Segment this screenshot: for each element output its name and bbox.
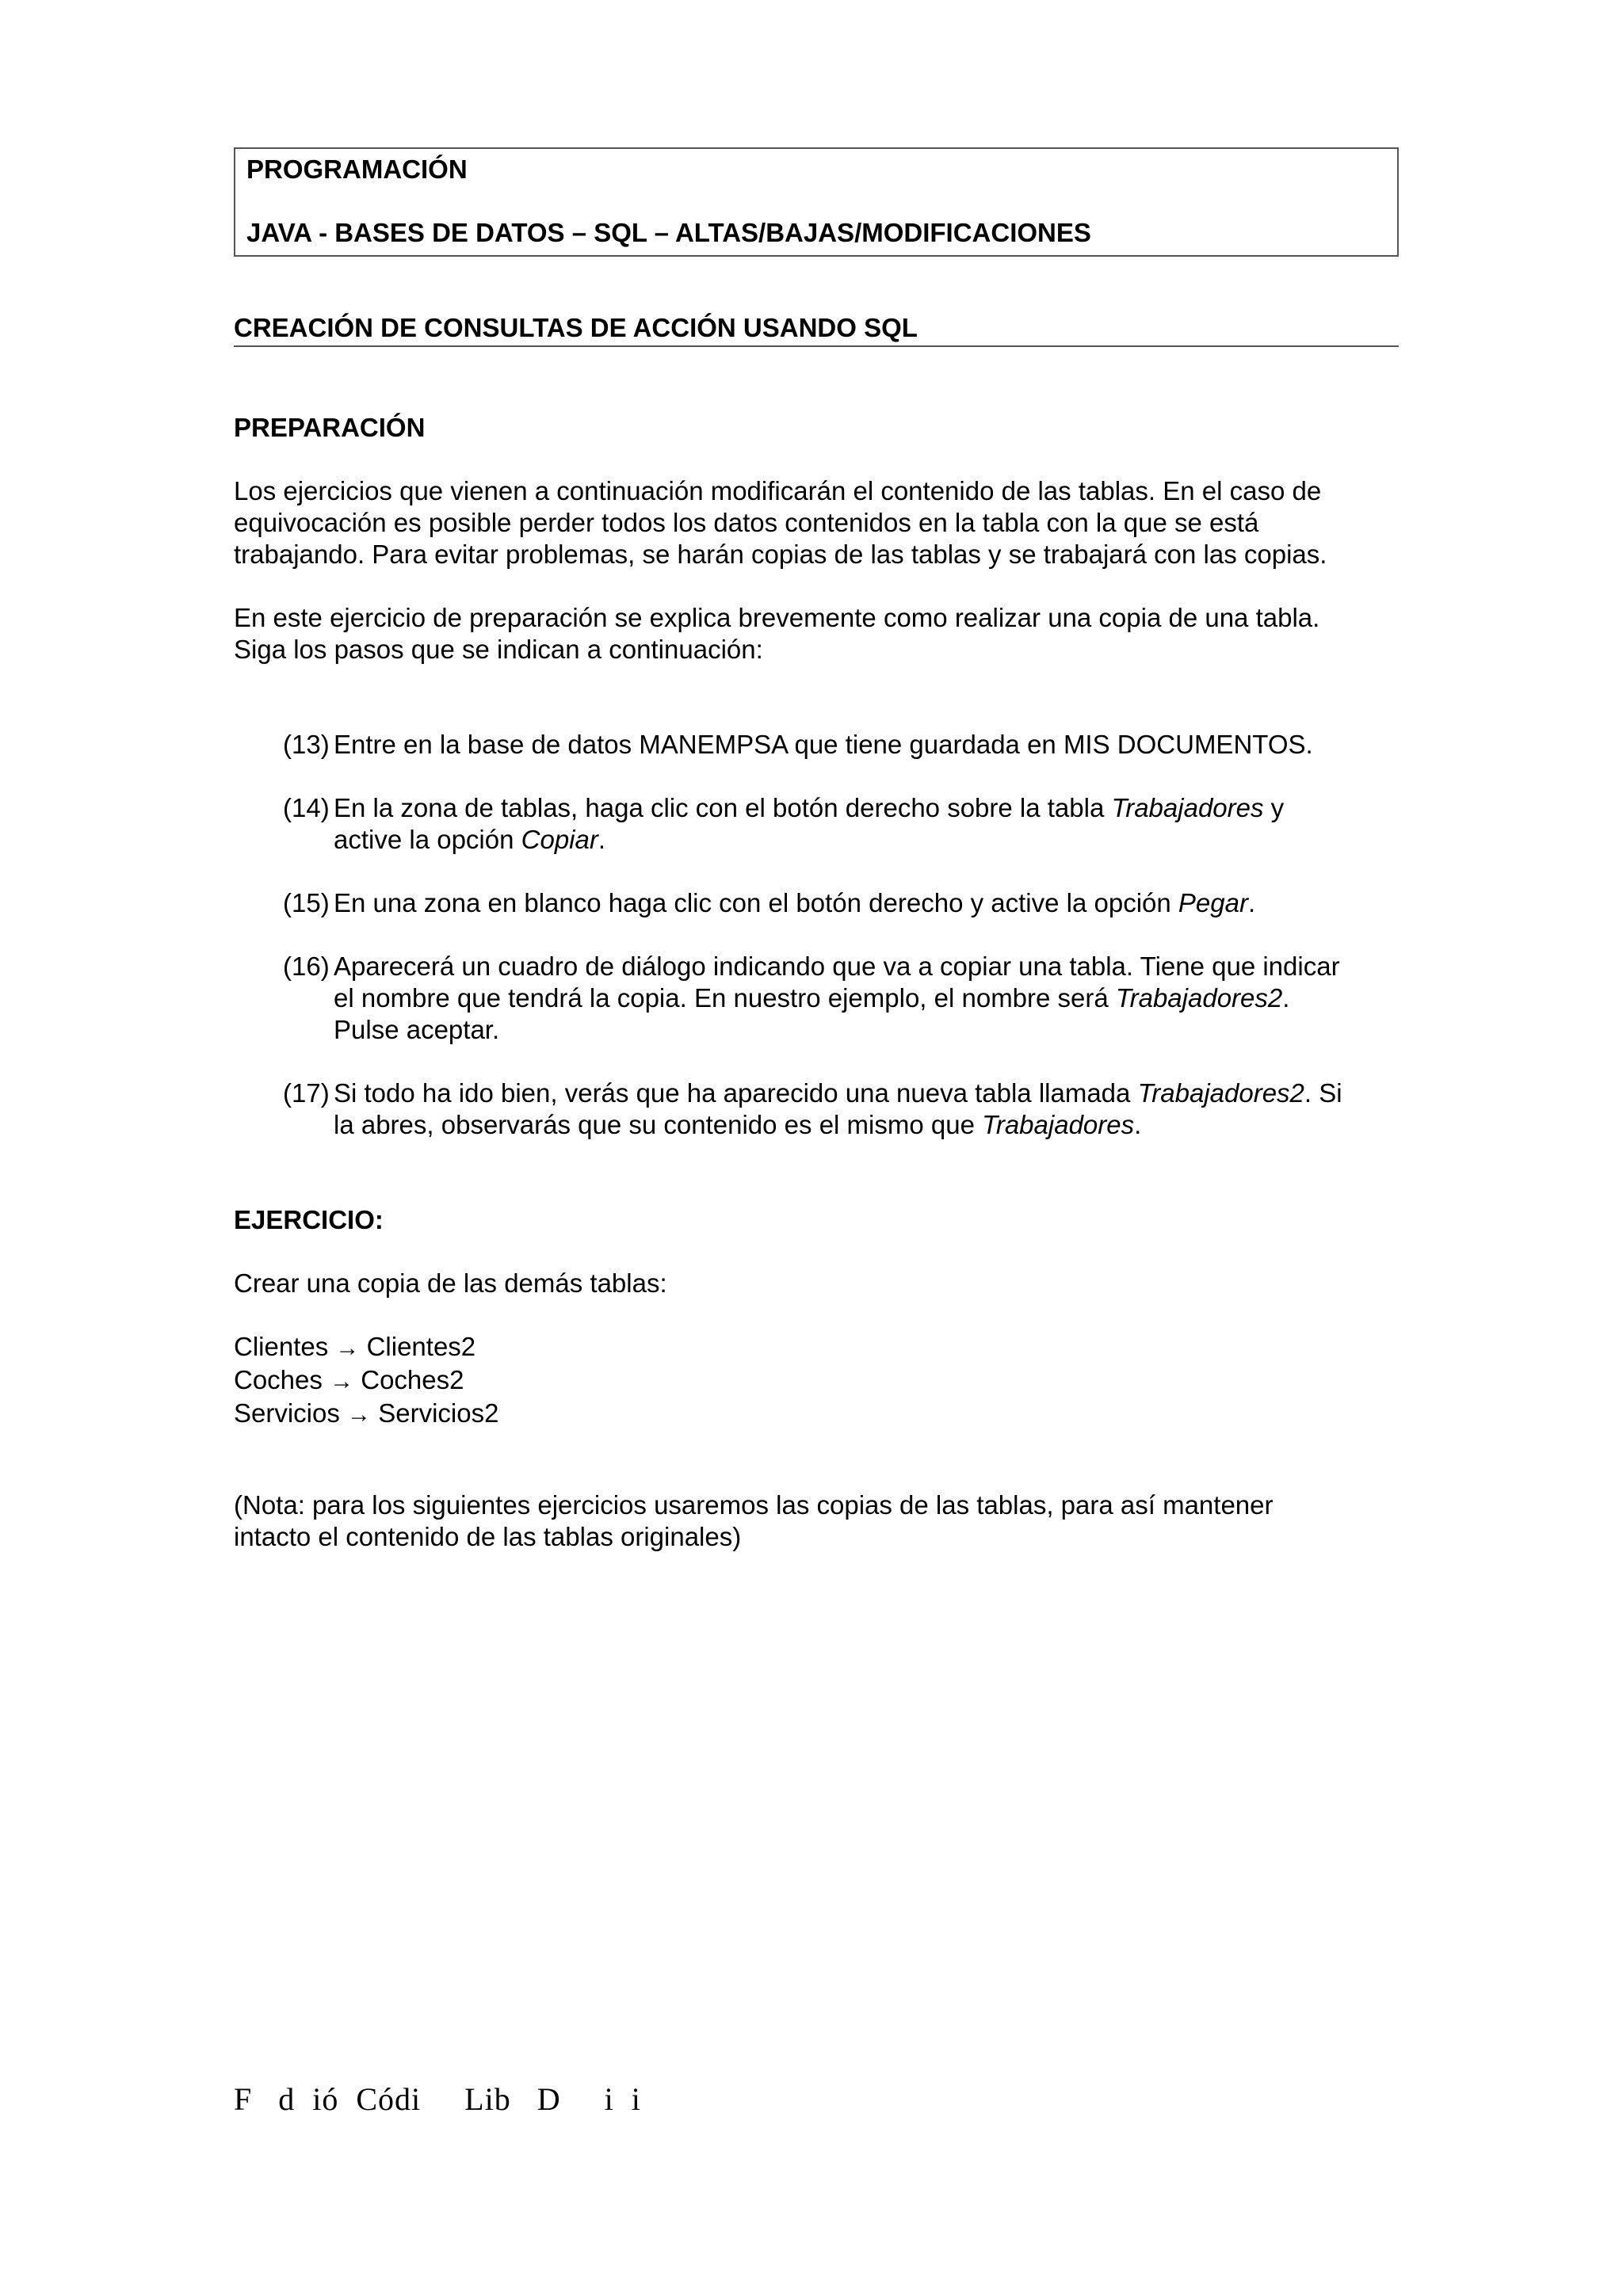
step-text: . <box>1247 888 1256 917</box>
copy-item <box>234 1364 498 1398</box>
step-16 <box>283 951 1399 1046</box>
step-italic-text: Trabajadores2 <box>1137 1078 1304 1108</box>
header-box <box>234 147 1399 257</box>
text-line: Los ejercicios que vienen a continuación modificarán el contenido de las tablas. En el caso de <box>234 476 1322 505</box>
ejercicio-heading: EJERCICIO: <box>234 1205 384 1234</box>
step-italic-text: Pegar <box>1178 888 1248 917</box>
text-line: (Nota: para los siguientes ejercicios usaremos las copias de las tablas, para así mantener <box>234 1490 1274 1520</box>
step-number: (16) <box>283 952 330 981</box>
copy-from: Coches <box>234 1365 323 1394</box>
arrow-right-icon: → <box>347 1402 372 1428</box>
text-line: Siga los pasos que se indican a continuación: <box>234 635 763 664</box>
copy-from: Clientes <box>234 1332 329 1361</box>
text-line: En este ejercicio de preparación se explica brevemente como realizar una copia de una tabla. <box>234 603 1320 632</box>
step-number: (13) <box>283 730 330 759</box>
ejercicio-intro: Crear una copia de las demás tablas: <box>234 1268 667 1298</box>
step-number: (17) <box>283 1078 330 1108</box>
step-text: . <box>1282 983 1290 1013</box>
copy-list <box>234 1331 498 1431</box>
step-text: el nombre que tendrá la copia. En nuestro ejemplo, el nombre será <box>334 983 1116 1013</box>
copy-to: Coches2 <box>361 1365 464 1394</box>
copy-item <box>234 1398 498 1431</box>
header-line-1: PROGRAMACIÓN <box>246 154 468 184</box>
document-page <box>234 147 1399 1551</box>
step-italic-text: Trabajadores2 <box>1115 983 1283 1013</box>
copy-to: Servicios2 <box>378 1398 499 1428</box>
step-text: En la zona de tablas, haga clic con el botón derecho sobre la tabla <box>334 793 1112 822</box>
preparacion-heading: PREPARACIÓN <box>234 413 426 442</box>
step-text: En una zona en blanco haga clic con el botón derecho y active la opción <box>334 888 1178 917</box>
step-text: la abres, observarás que su contenido es el mismo que <box>334 1110 983 1139</box>
text-line: equivocación es posible perder todos los datos contenidos en la tabla con la que se está <box>234 508 1259 537</box>
text-line: trabajando. Para evitar problemas, se harán copias de las tablas y se trabajará con las copias. <box>234 540 1327 569</box>
step-text: . Si <box>1304 1078 1342 1108</box>
step-text: Aparecerá un cuadro de diálogo indicando que va a copiar una tabla. Tiene que indicar <box>334 952 1340 981</box>
page-footer: F d ió Códi Lib D i i <box>234 2081 641 2117</box>
step-number: (15) <box>283 888 330 917</box>
preparacion-paragraph-2 <box>234 602 1399 666</box>
preparacion-paragraph-1 <box>234 475 1399 570</box>
arrow-right-icon: → <box>335 1335 360 1361</box>
step-italic-text: Trabajadores <box>1111 793 1264 822</box>
copy-item <box>234 1331 498 1364</box>
section-title: CREACIÓN DE CONSULTAS DE ACCIÓN USANDO SQL <box>234 312 1399 347</box>
step-15 <box>283 887 1399 919</box>
step-number: (14) <box>283 793 330 822</box>
step-text: y <box>1263 793 1285 822</box>
text-line: intacto el contenido de las tablas originales) <box>234 1522 742 1551</box>
step-text: Si todo ha ido bien, verás que ha aparecido una nueva tabla llamada <box>334 1078 1138 1108</box>
step-italic-text: Copiar <box>521 825 598 854</box>
step-text: Pulse aceptar. <box>334 1015 500 1044</box>
step-text: Entre en la base de datos MANEMPSA que tiene guardada en MIS DOCUMENTOS. <box>334 730 1313 759</box>
step-17 <box>283 1077 1399 1141</box>
ejercicio-note <box>234 1489 1399 1553</box>
step-text: . <box>1134 1110 1142 1139</box>
arrow-right-icon: → <box>330 1368 354 1394</box>
header-line-2: JAVA - BASES DE DATOS – SQL – ALTAS/BAJAS/MODIFICACIONES <box>246 218 1091 247</box>
step-14 <box>283 792 1399 856</box>
step-text: . <box>598 825 606 854</box>
step-text: active la opción <box>334 825 521 854</box>
copy-from: Servicios <box>234 1398 340 1428</box>
step-13 <box>283 729 1399 761</box>
copy-to: Clientes2 <box>366 1332 476 1361</box>
step-italic-text: Trabajadores <box>982 1110 1135 1139</box>
